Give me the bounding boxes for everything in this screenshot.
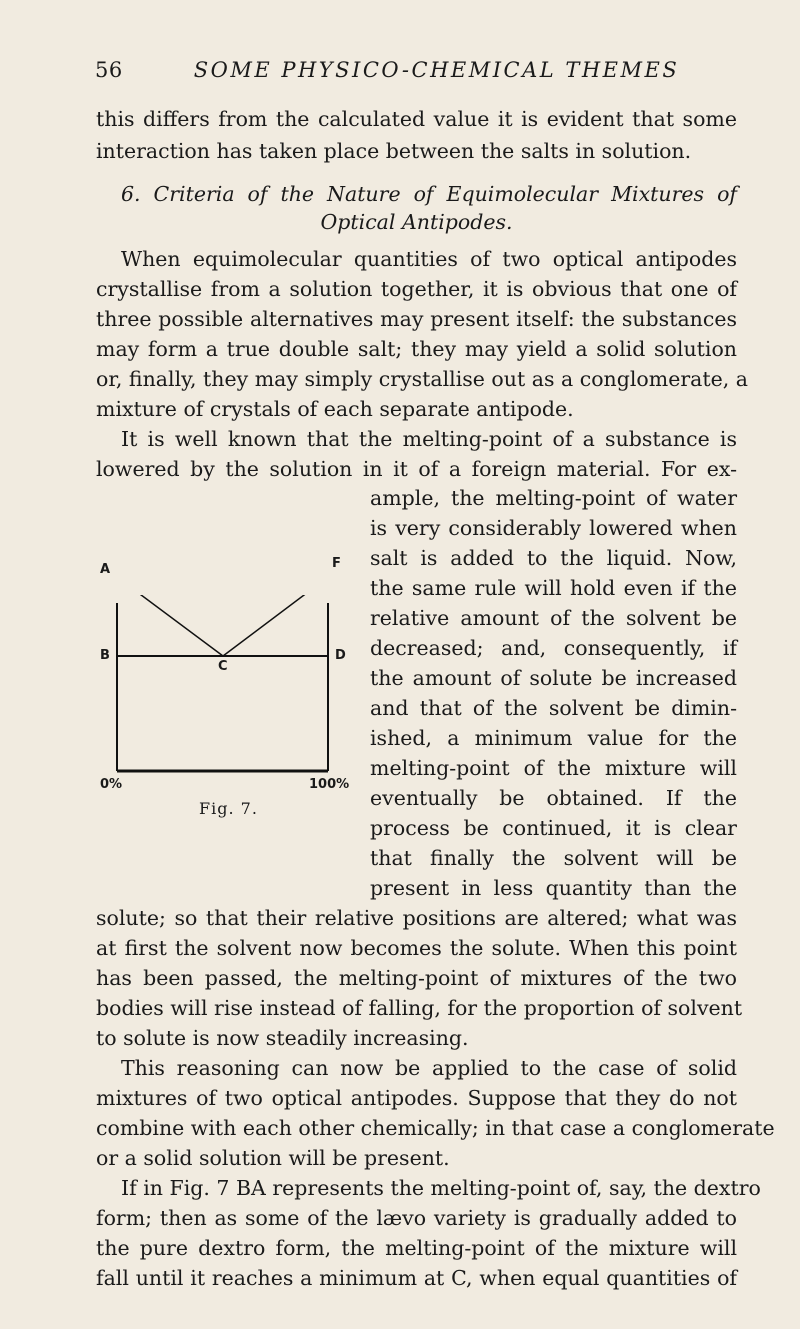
text-line: This reasoning can now be applied to the case of solid [121,1056,737,1080]
label-hundred-percent: 100% [309,777,350,792]
text-line: fall until it reaches a minimum at C, when equal quantities of [96,1266,737,1290]
text-line: combine with each other chemically; in that case a conglomerate [96,1116,775,1140]
text-line: It is well known that the melting-point of a substance is [121,427,737,451]
text-line: present in less quantity than the [370,876,737,900]
text-line: the amount of solute be increased [370,666,737,690]
text-line: eventually be obtained. If the [370,786,737,810]
text-line: form; then as some of the lævo variety is gradually added to [96,1206,737,1230]
text-line: lowered by the solution in it of a foreign material. For ex- [96,457,737,481]
text-line: is very considerably lowered when [370,516,737,540]
label-a: A [100,562,111,577]
text-line: mixture of crystals of each separate antipode. [96,397,574,421]
text-line: or a solid solution will be present. [96,1146,450,1170]
text-line: bodies will rise instead of falling, for the proportion of solvent [96,996,743,1020]
text-line: interaction has taken place between the salts in solution. [96,139,692,163]
text-line: mixtures of two optical antipodes. Suppose that they do not [96,1086,737,1110]
text-line: melting-point of the mixture will [370,756,737,780]
text-line: has been passed, the melting-point of mixtures of the two [96,966,737,990]
running-head: SOME PHYSICO-CHEMICAL THEMES [193,58,680,82]
text-line: to solute is now steadily increasing. [96,1026,469,1050]
figure-7 [96,556,361,818]
page-header [95,58,738,88]
text-line: When equimolecular quantities of two optical antipodes [121,247,737,271]
label-d: D [335,648,346,663]
label-f: F [332,556,341,571]
label-b: B [100,648,110,663]
text-line: salt is added to the liquid. Now, [370,546,737,570]
section-heading-cont: Optical Antipodes. [320,210,513,234]
figure-caption: Fig. 7. [199,799,258,818]
text-line: solute; so that their relative positions are altered; what was [96,906,737,930]
text-line: relative amount of the solvent be [370,606,737,630]
text-line: ished, a minimum value for the [370,726,737,750]
text-line: three possible alternatives may present itself: the substances [96,307,737,331]
text-line: If in Fig. 7 BA represents the melting-point of, say, the dextro [121,1176,761,1200]
text-line: process be continued, it is clear [370,816,737,840]
melting-point-diagram [96,595,361,785]
text-line: or, finally, they may simply crystallise out as a conglomerate, a [96,367,748,391]
section-heading: 6. Criteria of the Nature of Equimolecular Mixtures of [121,182,737,206]
text-line: ample, the melting-point of water [370,486,737,510]
label-zero-percent: 0% [100,777,123,792]
page-number: 56 [95,58,123,82]
text-line: crystallise from a solution together, it is obvious that one of [96,277,737,301]
text-line: this differs from the calculated value it is evident that some [96,107,737,131]
text-line: that finally the solvent will be [370,846,737,870]
text-line: and that of the solvent be dimin- [370,696,737,720]
label-c: C [218,659,228,674]
text-line: the pure dextro form, the melting-point of the mixture will [96,1236,737,1260]
curve-cf [223,595,328,656]
text-line: decreased; and, consequently, if [370,636,737,660]
text-line: may form a true double salt; they may yield a solid solution [96,337,737,361]
text-line: at first the solvent now becomes the solute. When this point [96,936,737,960]
curve-ac [117,595,223,656]
text-line: the same rule will hold even if the [370,576,737,600]
